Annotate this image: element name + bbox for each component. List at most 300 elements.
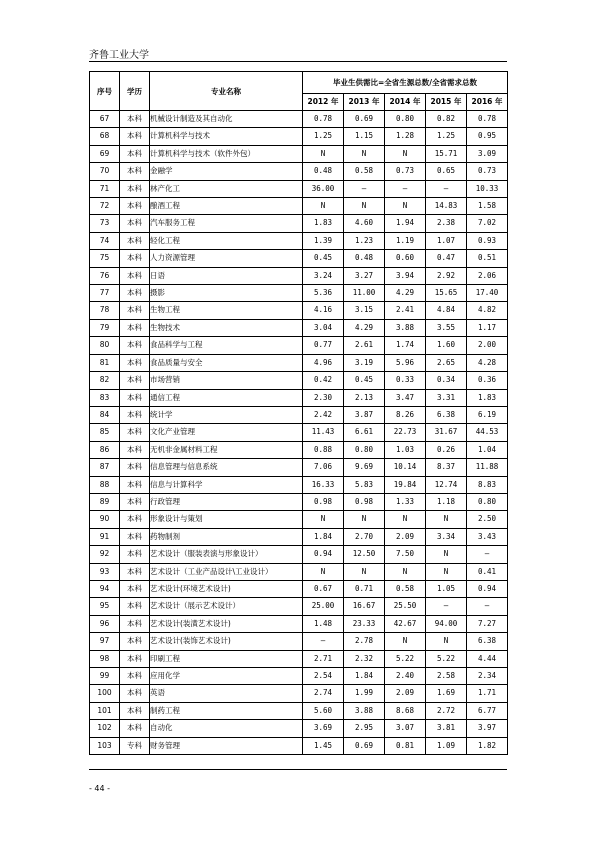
row-ratio-value: 10.14 xyxy=(385,459,426,476)
row-ratio-value: N xyxy=(303,145,344,162)
row-major-name: 通信工程 xyxy=(150,389,303,406)
row-serial-number: 99 xyxy=(90,668,120,685)
row-major-name: 信息与计算科学 xyxy=(150,476,303,493)
row-ratio-value: 0.33 xyxy=(385,372,426,389)
row-ratio-value: N xyxy=(385,563,426,580)
row-ratio-value: 0.88 xyxy=(303,441,344,458)
row-ratio-value: 23.33 xyxy=(344,615,385,632)
row-ratio-value: 2.38 xyxy=(426,215,467,232)
row-ratio-value: 9.69 xyxy=(344,459,385,476)
row-serial-number: 92 xyxy=(90,546,120,563)
table-row xyxy=(90,232,508,249)
row-ratio-value: 0.42 xyxy=(303,372,344,389)
row-ratio-value: 42.67 xyxy=(385,615,426,632)
row-major-name: 行政管理 xyxy=(150,493,303,510)
row-ratio-value: 1.74 xyxy=(385,337,426,354)
row-serial-number: 77 xyxy=(90,285,120,302)
row-ratio-value: N xyxy=(344,511,385,528)
row-ratio-value: 17.40 xyxy=(467,285,508,302)
row-degree: 本科 xyxy=(120,372,150,389)
row-degree: 本科 xyxy=(120,232,150,249)
row-ratio-value: 1.28 xyxy=(385,128,426,145)
row-ratio-value: 2.06 xyxy=(467,267,508,284)
row-ratio-value: 31.67 xyxy=(426,424,467,441)
row-ratio-value: 22.73 xyxy=(385,424,426,441)
row-major-name: 财务管理 xyxy=(150,737,303,754)
table-row xyxy=(90,441,508,458)
row-ratio-value: 7.06 xyxy=(303,459,344,476)
row-ratio-value: 2.72 xyxy=(426,702,467,719)
row-ratio-value: – xyxy=(426,180,467,197)
row-ratio-value: 2.70 xyxy=(344,528,385,545)
row-ratio-value: 94.00 xyxy=(426,615,467,632)
table-row xyxy=(90,563,508,580)
row-ratio-value: 2.78 xyxy=(344,633,385,650)
row-ratio-value: N xyxy=(426,633,467,650)
row-ratio-value: 4.44 xyxy=(467,650,508,667)
row-ratio-value: 6.61 xyxy=(344,424,385,441)
row-ratio-value: 6.38 xyxy=(467,633,508,650)
row-ratio-value: 1.69 xyxy=(426,685,467,702)
row-ratio-value: 1.71 xyxy=(467,685,508,702)
row-ratio-value: 0.98 xyxy=(303,493,344,510)
row-ratio-value: 0.69 xyxy=(344,111,385,128)
row-ratio-value: 11.43 xyxy=(303,424,344,441)
row-ratio-value: 15.65 xyxy=(426,285,467,302)
row-serial-number: 81 xyxy=(90,354,120,371)
row-serial-number: 79 xyxy=(90,319,120,336)
row-ratio-value: 2.30 xyxy=(303,389,344,406)
row-degree: 本科 xyxy=(120,354,150,371)
row-ratio-value: 0.73 xyxy=(385,163,426,180)
row-ratio-value: 5.96 xyxy=(385,354,426,371)
row-ratio-value: N xyxy=(344,198,385,215)
row-ratio-value: 2.13 xyxy=(344,389,385,406)
row-major-name: 市场营销 xyxy=(150,372,303,389)
header-year: 2013 年 xyxy=(344,94,385,111)
row-ratio-value: 4.96 xyxy=(303,354,344,371)
row-ratio-value: 2.65 xyxy=(426,354,467,371)
row-degree: 本科 xyxy=(120,720,150,737)
row-ratio-value: 8.83 xyxy=(467,476,508,493)
row-ratio-value: 1.18 xyxy=(426,493,467,510)
row-ratio-value: 10.33 xyxy=(467,180,508,197)
row-ratio-value: – xyxy=(426,598,467,615)
row-ratio-value: 16.67 xyxy=(344,598,385,615)
row-ratio-value: N xyxy=(385,145,426,162)
row-ratio-value: 2.09 xyxy=(385,528,426,545)
table-row xyxy=(90,128,508,145)
row-ratio-value: 4.84 xyxy=(426,302,467,319)
row-ratio-value: 44.53 xyxy=(467,424,508,441)
row-major-name: 印刷工程 xyxy=(150,650,303,667)
row-major-name: 生物技术 xyxy=(150,319,303,336)
row-serial-number: 80 xyxy=(90,337,120,354)
row-ratio-value: 2.40 xyxy=(385,668,426,685)
row-major-name: 金融学 xyxy=(150,163,303,180)
header-year: 2016 年 xyxy=(467,94,508,111)
row-serial-number: 69 xyxy=(90,145,120,162)
row-ratio-value: 2.58 xyxy=(426,668,467,685)
row-ratio-value: 7.50 xyxy=(385,546,426,563)
row-serial-number: 84 xyxy=(90,406,120,423)
row-degree: 本科 xyxy=(120,459,150,476)
row-ratio-value: – xyxy=(467,546,508,563)
row-ratio-value: 1.09 xyxy=(426,737,467,754)
row-ratio-value: 0.77 xyxy=(303,337,344,354)
row-ratio-value: – xyxy=(385,180,426,197)
row-ratio-value: N xyxy=(426,563,467,580)
row-ratio-value: 0.58 xyxy=(344,163,385,180)
row-ratio-value: 36.00 xyxy=(303,180,344,197)
row-ratio-value: 25.50 xyxy=(385,598,426,615)
row-ratio-value: 0.41 xyxy=(467,563,508,580)
header-major-name: 专业名称 xyxy=(150,72,303,111)
row-ratio-value: 3.34 xyxy=(426,528,467,545)
row-ratio-value: 0.47 xyxy=(426,250,467,267)
row-ratio-value: 3.88 xyxy=(385,319,426,336)
row-degree: 本科 xyxy=(120,145,150,162)
row-ratio-value: 3.15 xyxy=(344,302,385,319)
row-ratio-value: 0.51 xyxy=(467,250,508,267)
row-degree: 本科 xyxy=(120,111,150,128)
row-serial-number: 98 xyxy=(90,650,120,667)
table-row xyxy=(90,633,508,650)
row-ratio-value: 0.98 xyxy=(344,493,385,510)
table-row xyxy=(90,285,508,302)
row-ratio-value: 0.80 xyxy=(467,493,508,510)
row-major-name: 制药工程 xyxy=(150,702,303,719)
row-ratio-value: 3.55 xyxy=(426,319,467,336)
table-row xyxy=(90,546,508,563)
row-ratio-value: 2.74 xyxy=(303,685,344,702)
row-major-name: 日语 xyxy=(150,267,303,284)
table-row xyxy=(90,389,508,406)
table-row xyxy=(90,354,508,371)
row-ratio-value: 0.48 xyxy=(303,163,344,180)
row-ratio-value: 2.54 xyxy=(303,668,344,685)
row-ratio-value: N xyxy=(426,511,467,528)
table-row xyxy=(90,459,508,476)
row-ratio-value: 3.97 xyxy=(467,720,508,737)
row-ratio-value: 4.28 xyxy=(467,354,508,371)
row-ratio-value: 15.71 xyxy=(426,145,467,162)
row-ratio-value: 0.48 xyxy=(344,250,385,267)
row-ratio-value: 1.25 xyxy=(426,128,467,145)
footer-divider xyxy=(89,769,507,770)
row-major-name: 食品科学与工程 xyxy=(150,337,303,354)
row-ratio-value: 5.36 xyxy=(303,285,344,302)
row-ratio-value: 1.07 xyxy=(426,232,467,249)
row-ratio-value: 0.71 xyxy=(344,580,385,597)
table-row xyxy=(90,215,508,232)
row-major-name: 艺术设计(环境艺术设计) xyxy=(150,580,303,597)
row-ratio-value: 1.39 xyxy=(303,232,344,249)
row-ratio-value: 0.69 xyxy=(344,737,385,754)
table-row xyxy=(90,598,508,615)
row-degree: 本科 xyxy=(120,528,150,545)
row-ratio-value: 2.34 xyxy=(467,668,508,685)
row-major-name: 药物制剂 xyxy=(150,528,303,545)
row-ratio-value: 8.68 xyxy=(385,702,426,719)
row-ratio-value: 0.81 xyxy=(385,737,426,754)
row-degree: 本科 xyxy=(120,563,150,580)
row-major-name: 生物工程 xyxy=(150,302,303,319)
table-row xyxy=(90,163,508,180)
row-serial-number: 87 xyxy=(90,459,120,476)
row-serial-number: 68 xyxy=(90,128,120,145)
row-serial-number: 82 xyxy=(90,372,120,389)
row-degree: 本科 xyxy=(120,128,150,145)
row-ratio-value: 1.33 xyxy=(385,493,426,510)
row-ratio-value: 7.02 xyxy=(467,215,508,232)
row-ratio-value: 16.33 xyxy=(303,476,344,493)
row-serial-number: 78 xyxy=(90,302,120,319)
table-row xyxy=(90,145,508,162)
row-degree: 本科 xyxy=(120,511,150,528)
row-ratio-value: 1.84 xyxy=(303,528,344,545)
row-degree: 本科 xyxy=(120,598,150,615)
row-major-name: 艺术设计(装饰艺术设计) xyxy=(150,633,303,650)
row-ratio-value: 4.82 xyxy=(467,302,508,319)
row-serial-number: 73 xyxy=(90,215,120,232)
row-degree: 本科 xyxy=(120,702,150,719)
row-degree: 本科 xyxy=(120,302,150,319)
row-ratio-value: 3.69 xyxy=(303,720,344,737)
row-ratio-value: 2.95 xyxy=(344,720,385,737)
row-ratio-value: 1.99 xyxy=(344,685,385,702)
page-number: - 44 - xyxy=(89,784,111,793)
table-row xyxy=(90,528,508,545)
row-ratio-value: N xyxy=(344,145,385,162)
row-ratio-value: 5.83 xyxy=(344,476,385,493)
header-year: 2015 年 xyxy=(426,94,467,111)
row-degree: 本科 xyxy=(120,389,150,406)
row-ratio-value: 6.19 xyxy=(467,406,508,423)
row-degree: 本科 xyxy=(120,267,150,284)
row-ratio-value: 2.41 xyxy=(385,302,426,319)
table-row xyxy=(90,720,508,737)
row-ratio-value: 0.94 xyxy=(467,580,508,597)
row-major-name: 人力资源管理 xyxy=(150,250,303,267)
row-degree: 本科 xyxy=(120,285,150,302)
row-degree: 本科 xyxy=(120,319,150,336)
row-serial-number: 85 xyxy=(90,424,120,441)
row-degree: 本科 xyxy=(120,476,150,493)
row-major-name: 文化产业管理 xyxy=(150,424,303,441)
row-ratio-value: N xyxy=(303,511,344,528)
row-ratio-value: 3.94 xyxy=(385,267,426,284)
row-major-name: 形象设计与策划 xyxy=(150,511,303,528)
table-row xyxy=(90,406,508,423)
row-ratio-value: 4.29 xyxy=(344,319,385,336)
row-serial-number: 93 xyxy=(90,563,120,580)
row-ratio-value: 2.71 xyxy=(303,650,344,667)
row-ratio-value: 0.67 xyxy=(303,580,344,597)
table-row xyxy=(90,267,508,284)
row-ratio-value: 0.93 xyxy=(467,232,508,249)
row-major-name: 食品质量与安全 xyxy=(150,354,303,371)
row-ratio-value: 2.92 xyxy=(426,267,467,284)
row-ratio-value: – xyxy=(467,598,508,615)
row-degree: 本科 xyxy=(120,493,150,510)
row-degree: 本科 xyxy=(120,546,150,563)
row-ratio-value: 0.45 xyxy=(303,250,344,267)
row-degree: 本科 xyxy=(120,441,150,458)
row-serial-number: 76 xyxy=(90,267,120,284)
header-serial-number: 序号 xyxy=(90,72,120,111)
row-ratio-value: 3.43 xyxy=(467,528,508,545)
row-degree: 本科 xyxy=(120,406,150,423)
row-degree: 本科 xyxy=(120,615,150,632)
table-row xyxy=(90,180,508,197)
row-ratio-value: 3.04 xyxy=(303,319,344,336)
row-major-name: 轻化工程 xyxy=(150,232,303,249)
row-degree: 本科 xyxy=(120,250,150,267)
row-degree: 本科 xyxy=(120,180,150,197)
row-ratio-value: 1.05 xyxy=(426,580,467,597)
row-ratio-value: 12.74 xyxy=(426,476,467,493)
row-ratio-value: 0.60 xyxy=(385,250,426,267)
row-ratio-value: 11.88 xyxy=(467,459,508,476)
row-ratio-value: 1.23 xyxy=(344,232,385,249)
row-degree: 本科 xyxy=(120,580,150,597)
row-ratio-value: 6.77 xyxy=(467,702,508,719)
row-ratio-value: 1.03 xyxy=(385,441,426,458)
row-major-name: 汽车服务工程 xyxy=(150,215,303,232)
table-row xyxy=(90,580,508,597)
row-ratio-value: 1.83 xyxy=(467,389,508,406)
row-ratio-value: 0.34 xyxy=(426,372,467,389)
row-ratio-value: N xyxy=(385,511,426,528)
row-major-name: 林产化工 xyxy=(150,180,303,197)
row-ratio-value: 3.31 xyxy=(426,389,467,406)
row-ratio-value: 7.27 xyxy=(467,615,508,632)
row-degree: 本科 xyxy=(120,198,150,215)
row-ratio-value: 2.00 xyxy=(467,337,508,354)
row-ratio-value: 25.00 xyxy=(303,598,344,615)
row-ratio-value: 4.16 xyxy=(303,302,344,319)
row-ratio-value: 1.48 xyxy=(303,615,344,632)
table-row xyxy=(90,493,508,510)
row-degree: 本科 xyxy=(120,685,150,702)
row-ratio-value: 2.32 xyxy=(344,650,385,667)
row-ratio-value: 0.82 xyxy=(426,111,467,128)
row-ratio-value: N xyxy=(426,546,467,563)
row-major-name: 应用化学 xyxy=(150,668,303,685)
row-serial-number: 74 xyxy=(90,232,120,249)
table-row xyxy=(90,198,508,215)
header-year: 2012 年 xyxy=(303,94,344,111)
row-ratio-value: 0.78 xyxy=(467,111,508,128)
row-ratio-value: – xyxy=(303,633,344,650)
row-serial-number: 97 xyxy=(90,633,120,650)
table-row xyxy=(90,511,508,528)
header-ratio: 毕业生供需比=全省生源总数/全省需求总数 xyxy=(303,72,508,94)
row-degree: 本科 xyxy=(120,424,150,441)
row-serial-number: 91 xyxy=(90,528,120,545)
row-ratio-value: 1.94 xyxy=(385,215,426,232)
row-major-name: 计算机科学与技术 xyxy=(150,128,303,145)
row-ratio-value: – xyxy=(344,180,385,197)
row-ratio-value: 0.80 xyxy=(344,441,385,458)
row-ratio-value: 0.36 xyxy=(467,372,508,389)
row-ratio-value: 1.45 xyxy=(303,737,344,754)
table-body xyxy=(90,111,508,755)
row-ratio-value: 5.22 xyxy=(426,650,467,667)
table-row xyxy=(90,685,508,702)
row-ratio-value: 3.09 xyxy=(467,145,508,162)
row-major-name: 计算机科学与技术（软件外包） xyxy=(150,145,303,162)
table-row xyxy=(90,737,508,754)
row-ratio-value: 2.50 xyxy=(467,511,508,528)
row-ratio-value: 8.37 xyxy=(426,459,467,476)
row-ratio-value: 4.29 xyxy=(385,285,426,302)
row-serial-number: 95 xyxy=(90,598,120,615)
row-ratio-value: 0.80 xyxy=(385,111,426,128)
row-ratio-value: 0.94 xyxy=(303,546,344,563)
row-ratio-value: 0.58 xyxy=(385,580,426,597)
row-ratio-value: 0.73 xyxy=(467,163,508,180)
row-ratio-value: N xyxy=(303,563,344,580)
row-serial-number: 100 xyxy=(90,685,120,702)
row-ratio-value: 2.09 xyxy=(385,685,426,702)
document-header-title: 齐鲁工业大学 xyxy=(89,50,149,61)
header-degree: 学历 xyxy=(120,72,150,111)
row-ratio-value: 12.50 xyxy=(344,546,385,563)
row-ratio-value: 1.60 xyxy=(426,337,467,354)
row-serial-number: 70 xyxy=(90,163,120,180)
row-major-name: 信息管理与信息系统 xyxy=(150,459,303,476)
row-degree: 本科 xyxy=(120,668,150,685)
row-serial-number: 89 xyxy=(90,493,120,510)
row-ratio-value: N xyxy=(385,198,426,215)
row-ratio-value: 0.95 xyxy=(467,128,508,145)
row-ratio-value: 3.27 xyxy=(344,267,385,284)
row-serial-number: 90 xyxy=(90,511,120,528)
row-serial-number: 86 xyxy=(90,441,120,458)
row-ratio-value: N xyxy=(303,198,344,215)
table-row xyxy=(90,650,508,667)
row-serial-number: 101 xyxy=(90,702,120,719)
row-ratio-value: 3.88 xyxy=(344,702,385,719)
row-major-name: 自动化 xyxy=(150,720,303,737)
row-ratio-value: 1.58 xyxy=(467,198,508,215)
row-ratio-value: 3.07 xyxy=(385,720,426,737)
supply-demand-table xyxy=(89,71,508,755)
row-ratio-value: 11.00 xyxy=(344,285,385,302)
row-major-name: 无机非金属材料工程 xyxy=(150,441,303,458)
row-serial-number: 83 xyxy=(90,389,120,406)
row-degree: 本科 xyxy=(120,215,150,232)
table-row xyxy=(90,337,508,354)
row-degree: 本科 xyxy=(120,633,150,650)
row-degree: 本科 xyxy=(120,337,150,354)
row-ratio-value: 1.04 xyxy=(467,441,508,458)
row-serial-number: 103 xyxy=(90,737,120,754)
row-ratio-value: 3.19 xyxy=(344,354,385,371)
row-degree: 专科 xyxy=(120,737,150,754)
table-row xyxy=(90,319,508,336)
table-row xyxy=(90,476,508,493)
row-ratio-value: 3.81 xyxy=(426,720,467,737)
row-ratio-value: 19.84 xyxy=(385,476,426,493)
table-row xyxy=(90,702,508,719)
row-ratio-value: 14.83 xyxy=(426,198,467,215)
row-serial-number: 88 xyxy=(90,476,120,493)
row-ratio-value: 1.17 xyxy=(467,319,508,336)
row-ratio-value: N xyxy=(344,563,385,580)
